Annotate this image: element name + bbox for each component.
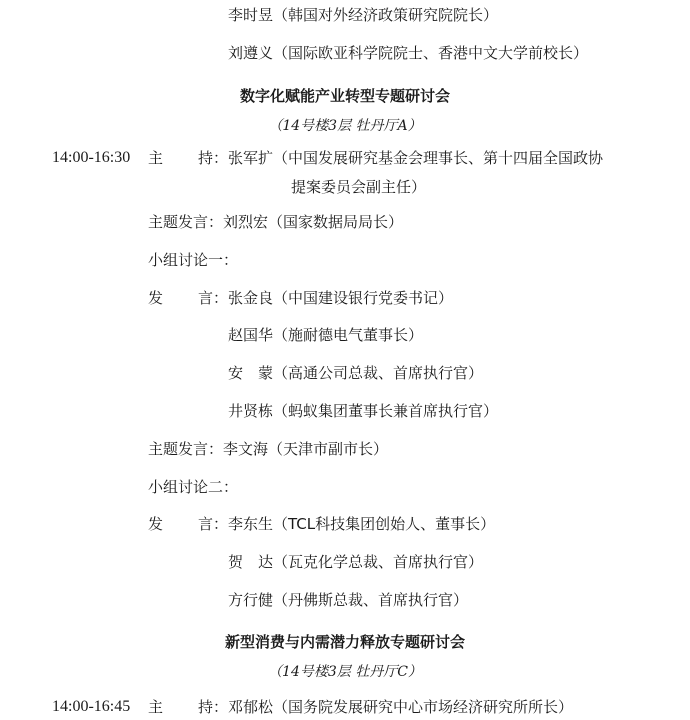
panel-speaker: 安 蒙（高通公司总裁、首席执行官）	[228, 364, 484, 382]
panel-speaker: 赵国华（施耐德电气董事长）	[228, 326, 424, 344]
host-label-a: 主	[148, 698, 164, 716]
keynote-label-text: 主题发言：	[148, 213, 224, 231]
speaker-line: 刘遵义（国际欧亚科学院院士、香港中文大学前校长）	[228, 44, 589, 62]
session-title: 新型消费与内需潜力释放专题研讨会	[224, 633, 465, 651]
host-label	[148, 697, 228, 717]
panel-label: 小组讨论二：	[148, 478, 239, 496]
host-name-continued: 提案委员会副主任）	[291, 178, 427, 196]
keynote-speaker: 李文海（天津市副市长）	[223, 440, 389, 458]
host-label-a: 主	[148, 149, 164, 167]
session-location: （14号楼3层 牡丹厅C）	[268, 664, 422, 680]
panel-speaker: 李东生（TCL科技集团创始人、董事长）	[228, 515, 496, 533]
speak-label-a: 发	[148, 289, 164, 307]
panel-speaker: 方行健（丹佛斯总裁、首席执行官）	[228, 591, 469, 609]
keynote-label	[148, 212, 403, 232]
session-time: 14:00-16:30	[52, 149, 131, 166]
host-label	[148, 148, 228, 168]
session-title: 数字化赋能产业转型专题研讨会	[239, 87, 450, 105]
keynote-speaker: 刘烈宏（国家数据局局长）	[223, 213, 404, 231]
speak-label	[148, 288, 228, 308]
panel-speaker: 贺 达（瓦克化学总裁、首席执行官）	[228, 553, 484, 571]
host-label-b: 持：	[197, 149, 228, 167]
host-name: 张军扩（中国发展研究基金会理事长、第十四届全国政协	[228, 149, 604, 167]
session-time: 14:00-16:45	[52, 698, 131, 715]
host-name: 邓郁松（国务院发展研究中心市场经济研究所所长）	[228, 698, 574, 716]
speak-label-b: 言：	[197, 515, 228, 533]
keynote-label-text: 主题发言：	[148, 440, 224, 458]
speak-label-b: 言：	[197, 289, 228, 307]
speak-label-a: 发	[148, 515, 164, 533]
host-label-b: 持：	[197, 698, 228, 716]
speaker-line: 李时昱（韩国对外经济政策研究院院长）	[228, 6, 499, 24]
speak-label	[148, 514, 228, 534]
panel-label: 小组讨论一：	[148, 251, 239, 269]
panel-speaker: 井贤栋（蚂蚁集团董事长兼首席执行官）	[228, 402, 499, 420]
panel-speaker: 张金良（中国建设银行党委书记）	[228, 289, 454, 307]
keynote-label	[148, 439, 388, 459]
session-location: （14号楼3层 牡丹厅A）	[268, 118, 422, 134]
